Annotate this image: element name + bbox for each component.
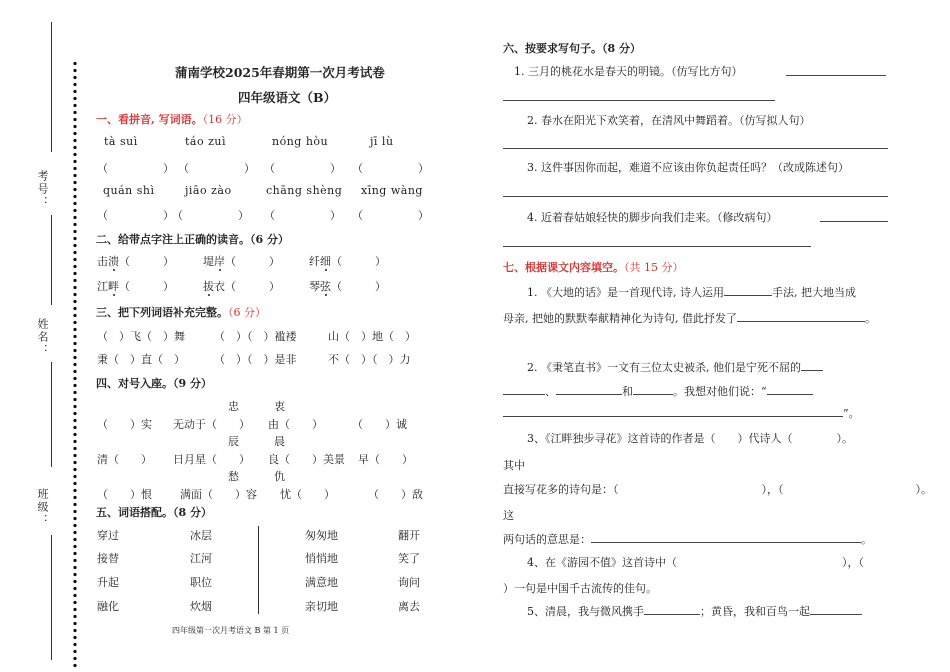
fill-4-5[interactable]: 清（ ） <box>97 453 152 466</box>
reading-item-3: 纤细（ ） <box>309 255 386 268</box>
match-right-a-3[interactable]: 满意地 <box>305 576 338 589</box>
fill-4-4[interactable]: （ ）诚 <box>352 418 407 431</box>
idiom-3[interactable]: 山（ ）地（ ） <box>328 330 416 343</box>
answer-box-8[interactable]: （ ） <box>352 209 429 222</box>
answer-box-3[interactable]: （ ） <box>264 162 341 175</box>
reading-item-6: 琴弦（ ） <box>309 280 386 293</box>
section6-title: 六、按要求写句子。（8 分） <box>503 42 641 55</box>
section1-score: （16 分） <box>202 113 248 126</box>
q7-1-line2: 母亲, 把她的默默奉献精神化为诗句, 借此抒发了 。 <box>503 312 876 325</box>
match-right-b-2[interactable]: 笑了 <box>398 552 420 565</box>
match-right-a-4[interactable]: 亲切地 <box>305 600 338 613</box>
section2-title: 二、给带点字注上正确的读音。（6 分） <box>96 233 289 246</box>
section1-heading <box>96 111 248 127</box>
answer-box-2[interactable]: （ ） <box>178 162 255 175</box>
match-left-b-1[interactable]: 冰层 <box>190 529 212 542</box>
binding-line-bottom <box>51 535 52 660</box>
exam-title: 蒲南学校2025年春期第一次月考试卷 <box>175 65 385 80</box>
student-name-label: 姓名： <box>36 318 49 357</box>
answer-line-6-2[interactable] <box>503 148 888 149</box>
exam-number-label: 考号： <box>36 170 49 209</box>
match-right-b-3[interactable]: 询问 <box>398 576 420 589</box>
idiom-6[interactable]: 不（ ）（ ）力 <box>328 353 411 366</box>
answer-box-1[interactable]: （ ） <box>97 162 174 175</box>
section7-score: （共 15 分） <box>624 261 684 274</box>
pinyin-1: tà suì <box>104 135 138 148</box>
fill-4-8[interactable]: 早（ ） <box>358 453 413 466</box>
blank-7-2b[interactable] <box>503 383 545 395</box>
reading-item-5: 拔衣（ ） <box>203 280 280 293</box>
pinyin-3: nóng hòu <box>272 135 329 148</box>
section7-title: 七、根据课文内容填空。 <box>503 261 624 274</box>
reading-item-1: 击溃（ ） <box>97 255 174 268</box>
section1-title: 一、看拼音, 写词语。 <box>96 113 203 126</box>
fill-4-12[interactable]: （ ）敌 <box>368 488 423 501</box>
perforation-dots <box>73 60 77 668</box>
match-left-a-1[interactable]: 穿过 <box>97 529 119 542</box>
match-left-b-3[interactable]: 职位 <box>190 576 212 589</box>
blank-7-2f[interactable] <box>503 405 843 417</box>
binding-line-top <box>51 22 52 152</box>
fill-4-7[interactable]: 良（ ）美景 <box>268 453 345 466</box>
blank-7-1b[interactable] <box>737 310 865 322</box>
pinyin-8: xīng wàng <box>361 184 423 197</box>
match-left-b-4[interactable]: 炊烟 <box>190 600 212 613</box>
idiom-2[interactable]: （ ）（ ）褴褛 <box>214 330 297 343</box>
q7-5-line1: 5、清晨，我与微风携手 ；黄昏，我和百鸟一起 <box>527 603 862 619</box>
answer-box-7[interactable]: （ ） <box>264 209 341 222</box>
answer-line-6-4b[interactable] <box>503 246 811 247</box>
section7-heading <box>503 259 684 275</box>
q7-3-line5: 两句话的意思是： 。 <box>503 533 872 546</box>
blank-7-2c[interactable] <box>556 383 622 395</box>
blank-7-3[interactable] <box>591 531 861 543</box>
option-chou: 愁 <box>228 470 239 483</box>
q7-3-line2: 其中 <box>503 459 525 472</box>
match-left-a-2[interactable]: 接替 <box>97 552 119 565</box>
pinyin-7: chāng shèng <box>266 184 343 197</box>
q7-3-line4: 这 <box>503 509 514 522</box>
q7-3-line1: 3、《江畔独步寻花》这首诗的作者是（ ）代诗人（ ）。 <box>527 432 853 445</box>
match-left-a-4[interactable]: 融化 <box>97 600 119 613</box>
match-right-a-2[interactable]: 悄悄地 <box>305 552 338 565</box>
section3-score: （6 分） <box>228 306 266 319</box>
fill-4-6[interactable]: 日月星（ ） <box>173 453 250 466</box>
match-right-b-1[interactable]: 翻开 <box>398 529 420 542</box>
answer-line-6-1b[interactable] <box>503 100 775 101</box>
q6-1: 1. 三月的桃花水是春天的明镜。（仿写比方句） <box>514 65 743 78</box>
q7-3-line3[interactable]: 直接写花多的诗句是：（ ），（ ）。 <box>503 483 932 496</box>
q6-2: 2. 春水在阳光下欢笑着，在清风中舞蹈着。（仿写拟人句） <box>527 114 811 127</box>
reading-item-2: 堤岸（ ） <box>203 255 280 268</box>
binding-line-mid1 <box>51 215 52 305</box>
pinyin-2: táo zuì <box>185 135 226 148</box>
match-left-a-3[interactable]: 升起 <box>97 576 119 589</box>
section3-heading <box>96 304 266 320</box>
option-chou2: 仇 <box>274 470 285 483</box>
answer-line-6-1a[interactable] <box>786 75 886 76</box>
reading-item-4: 江畔（ ） <box>97 280 174 293</box>
match-right-b-4[interactable]: 离去 <box>398 600 420 613</box>
match-divider <box>258 526 259 614</box>
answer-line-6-3[interactable] <box>503 196 888 197</box>
page-footer: 四年级第一次月考语文 B 第 1 页 <box>172 626 290 635</box>
q6-4: 4. 近着春姑娘轻快的脚步向我们走来。（修改病句） <box>527 211 778 224</box>
fill-4-10[interactable]: 满面（ ）容 <box>180 488 257 501</box>
q7-2-line2: 、 和 。我想对他们说：“ <box>503 383 813 399</box>
section4-title: 四、对号入座。（9 分） <box>96 377 212 390</box>
class-label: 班级： <box>36 488 49 527</box>
fill-4-11[interactable]: 忧（ ） <box>280 488 335 501</box>
match-right-a-1[interactable]: 匆匆地 <box>305 529 338 542</box>
option-zhong: 忠 <box>228 400 239 413</box>
q6-3: 3. 这件事因你而起，难道不应该由你负起责任吗？（改成陈述句） <box>527 161 849 174</box>
blank-7-1a[interactable] <box>724 284 772 296</box>
answer-box-5[interactable]: （ ） <box>97 209 174 222</box>
idiom-4[interactable]: 秉（ ）直（ ） <box>97 353 185 366</box>
answer-box-4[interactable]: （ ） <box>352 162 429 175</box>
match-left-b-2[interactable]: 江河 <box>190 552 212 565</box>
pinyin-5: quán shì <box>103 184 155 197</box>
idiom-5[interactable]: （ ）（ ）是非 <box>214 353 297 366</box>
q7-2-line3: ”。 <box>503 405 860 421</box>
fill-4-9[interactable]: （ ）恨 <box>97 488 152 501</box>
blank-7-5a[interactable] <box>644 603 700 615</box>
fill-4-1[interactable]: （ ）实 <box>97 418 152 431</box>
option-zhong2: 衷 <box>274 400 285 413</box>
idiom-1[interactable]: （ ）飞（ ）舞 <box>97 330 185 343</box>
blank-7-2a[interactable] <box>801 359 823 371</box>
answer-box-6[interactable]: （ ） <box>172 209 249 222</box>
answer-line-6-4a[interactable] <box>820 221 888 222</box>
q7-4-line1[interactable]: 4、在《游园不值》这首诗中（ ），（ <box>527 556 864 569</box>
q7-4-line2: ）一句是中国千古流传的佳句。 <box>503 582 657 595</box>
binding-line-mid2 <box>51 362 52 467</box>
q7-1-line1: 1. 《大地的话》是一首现代诗, 诗人运用 手法, 把大地当成 <box>527 286 856 299</box>
blank-7-2d[interactable] <box>633 383 673 395</box>
section3-title: 三、把下列词语补充完整。 <box>96 306 228 319</box>
fill-4-3[interactable]: 由（ ） <box>268 418 323 431</box>
pinyin-4: jī lù <box>370 135 394 148</box>
section5-title: 五、词语搭配。（8 分） <box>96 506 212 519</box>
option-chen2: 晨 <box>274 435 285 448</box>
exam-subtitle: 四年级语文（B） <box>238 90 337 105</box>
blank-7-5b[interactable] <box>810 603 862 615</box>
blank-7-2e[interactable] <box>767 383 813 395</box>
pinyin-6: jiāo zào <box>185 184 232 197</box>
fill-4-2[interactable]: 无动于（ ） <box>173 418 250 431</box>
q7-2-line1: 2. 《秉笔直书》一文有三位太史被杀, 他们是宁死不屈的 <box>527 359 823 375</box>
option-chen: 辰 <box>228 435 239 448</box>
